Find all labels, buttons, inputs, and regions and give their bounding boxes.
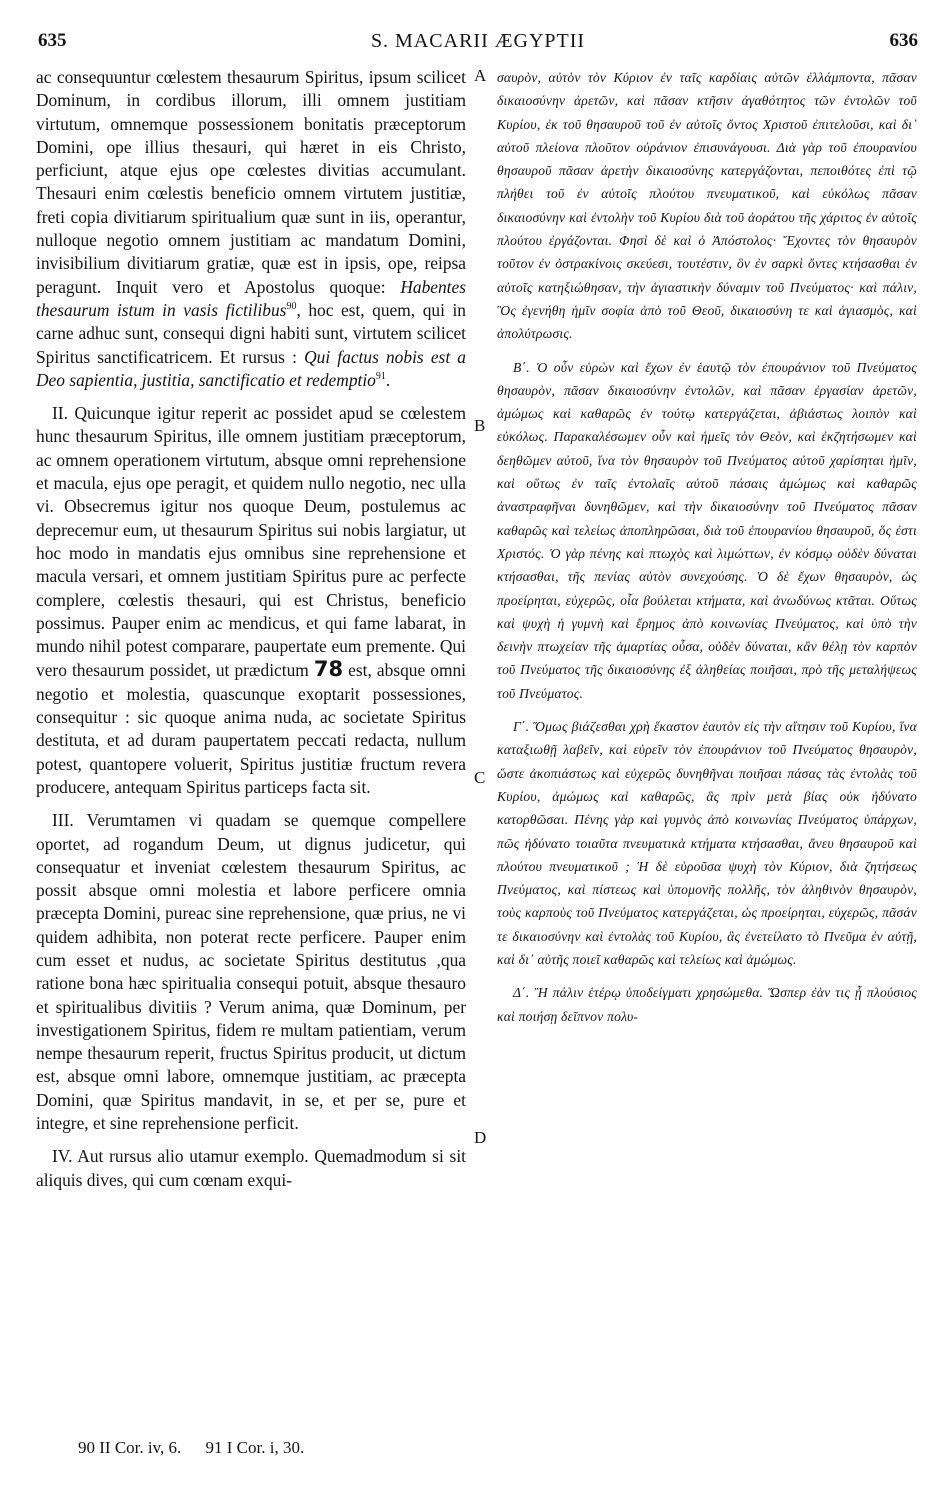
greek-paragraph-4: Δ΄. Ἢ πάλιν ἑτέρῳ ὑποδείγματι χρησώμεθα. Ὥσπερ ἐὰν τις ᾖ πλούσιος καὶ ποιήσῃ δεῖπνον πολυ- xyxy=(497,985,917,1024)
latin-paragraph-1 xyxy=(36,66,466,392)
greek-paragraph-3: Γ΄. Ὅμως βιάζεσθαι χρὴ ἕκαστον ἑαυτὸν εἰς τὴν αἴτησιν τοῦ Κυρίου, ἵνα καταξιωθῇ λαβεῖν, καὶ εὑρεῖν τὸν ἐπουράνιον τοῦ Πνεύματος θησαυρὸν, ὥστε ἀκοπιάστως καὶ εὐχερῶς δυνηθῆναι ποιῆσαι πάσας τὰς ἐντολὰς τοῦ Κυρίου, ἀμώμως καὶ καθαρῶς, ἃς πρὶν μετὰ βίας οὐκ ἠδύνατο κατορθῶσαι. Πένης γὰρ καὶ γυμνὸς ἀπὸ κοινωνίας Πνεύματος ὑπάρχων, πῶς ἠδύνατο τοιαῦτα πνευματικὰ κτήματα κτήσασθαι, ἄνευ θησαυροῦ καὶ πλούτου πνευματικοῦ ; Ἡ δὲ εὑροῦσα ψυχὴ τὸν Κύριον, διὰ ζητήσεως Πνεύματος, καὶ πίστεως καὶ ὑπομονῆς πολλῆς, τὸν ἀληθινὸν θησαυρὸν, τοὺς καρποὺς τοῦ Πνεύματος κατεργάζεται, ὡς προείρηται, εὐχερῶς, πᾶσάν τε δικαιοσύνην καὶ ἐντολὰς τοῦ Κυρίου, ἃς ἐνετείλατο τὸ Πνεῦμα ἐν αὐτῇ, καὶ δι᾽ αὐτῆς ποιεῖ καθαρῶς καὶ τελείως καὶ ἀμώμως. xyxy=(497,719,917,967)
scripture-quote: Habentes thesaurum istum in vasis fictilibus xyxy=(36,276,466,320)
footnote-ref-90: 90 xyxy=(286,301,297,313)
greek-column xyxy=(497,66,917,1028)
section-marker-a: A xyxy=(474,66,487,85)
greek-paragraph-2: Β΄. Ὁ οὖν εὑρὼν καὶ ἔχων ἐν ἑαυτῷ τὸν ἐπουράνιον τοῦ Πνεύματος θησαυρὸν, πᾶσαν δικαιοσύνην ἐντολῶν, καὶ πᾶσαν ἐργασίαν ἀρετῶν, ἀμώμως καὶ καθαρῶς ἐν τούτῳ κατεργάζεται, ἀβιάστως λοιπὸν καὶ εὐκόλως. Παρακαλέσωμεν οὖν καὶ ἡμεῖς τὸν Θεὸν, καὶ ἐκζητήσωμεν καὶ δεηθῶμεν αὐτοῦ, ἵνα τὸν θησαυρὸν τοῦ Πνεύματος αὐτοῦ χαρίσηται ἡμῖν, καὶ οὕτως ἐν ταῖς ἐντολαῖς αὐτοῦ πάσαις ἀμώμως καὶ καθαρῶς ἀναστραφῆναι δυνηθῶμεν, καὶ τὴν δικαιοσύνην τοῦ Πνεύματος πᾶσαν καθαρῶς καὶ τελείως ἀποπληρῶσαι, διὰ τοῦ ἐπουρανίου θησαυροῦ, ὅς ἐστι Χριστός. Ὁ γὰρ πένης καὶ πτωχὸς καὶ λιμώττων, ἐν κόσμῳ οὐδὲν δύναται κτήσασθαι, τῆς πενίας αὐτὸν συνεχούσης. Ὁ δὲ ἔχων θησαυρὸν, ὡς προείρηται, εὐχερῶς, οἷα βούλεται κτήματα, καὶ ἀνωδύνως κτᾶται. Οὕτως καὶ ψυχὴ ἡ γυμνὴ καὶ ἔρημος ἀπὸ κοινωνίας Πνεύματος, καὶ ὑπὸ τὴν δεινὴν πτωχείαν τῆς ἁμαρτίας οὖσα, οὐδὲν δύναται, κἂν θέλῃ τὸν καρπὸν τοῦ Πνεύματος τῆς δικαιοσύνης ἐξ ἀληθείας ποιῆσαι, πρὸ τῆς μεταλήψεως τοῦ Πνεύματος. xyxy=(497,359,917,701)
column-number-78: 78 xyxy=(313,657,344,682)
latin-text: II. Quicunque igitur reperit ac possidet apud se cœlestem hunc thesaurum Spiritus, ille omnem justitiam præceptorum, ac omnem operationem virtutum, absque omni reprehensione et macula, ejus ope peragit, et quidem nullo negotio, nec ulla vi. Obsecremus igitur nos quoque Deum, postulemus ac deprecemur eum, ut thesaurum Spiritus sui nobis largiatur, ut hoc modo in mandatis ejus omnibus sine reprehensione et macula versari, et omnem justitiam Spiritus pure ac perfecte complere, cœlestis thesauri, qui est Christus, beneficio possimus. Pauper enim ac mendicus, et qui fame labarat, in mundo nihil potest comparare, paupertate eum premente. Qui vero thesaurum possidet, ut prædictum xyxy=(36,403,466,681)
latin-text: , hoc est, quem, qui in carne adhuc sunt, consequi digni habiti sunt, virtutem scilicet Spiritus sanctificatricem. Et rursus : xyxy=(36,299,466,367)
section-marker-b: B xyxy=(474,416,486,435)
footnotes xyxy=(78,1438,304,1458)
running-title: S. MACARII ÆGYPTII xyxy=(370,30,586,52)
footnote-ref-91: 91 xyxy=(375,371,386,383)
latin-column xyxy=(36,66,466,1192)
latin-text: . xyxy=(385,369,391,390)
latin-text: est, absque omni negotio et molestia, quascunque exoptarit possessiones, consequitur : sic quoque anima nuda, ac societate Spiritus destituta, et ad duram paupertatem peccati redacta, nullum potest, quantopere voluerit, Spiritus justitiæ fructum revera producere, antequam Spiritus particeps facta sit. xyxy=(36,660,466,797)
footnote-90: 90 II Cor. iv, 6. xyxy=(78,1438,182,1457)
right-page-number: 636 xyxy=(889,30,918,51)
section-marker-d: D xyxy=(474,1128,487,1147)
latin-paragraph-2 xyxy=(36,402,466,799)
latin-paragraph-3: III. Verumtamen vi quadam se quemque compellere oportet, ad rogandum Deum, ut dignus judicetur, qui consequatur et inveniat cœlestem thesaurum Spiritus, ac possit absque omni molestia et labore perficere omnia præcepta Domini, pureac sine reprehensione, quæ prius, ne vi quidem adhibita, non poterat recte perficere. Pauper enim cum esset et nudus, ac societate Spiritus destitutus ,qua ratione bona hæc spiritualia consequi potuit, absque thesauro et spiritualibus divitiis ? Verum anima, quæ Dominum, per investigationem Spiritus, fidem re multam patientiam, verum nempe thesaurum reperit, fructus Spiritus producit, ut dictum est, absque omni labore, omnemque justitiam, ac præcepta Domini, quæ Spiritus mandavit, in se, et per se, pure et integre, et sine reprehensione perficit. xyxy=(36,810,466,1134)
latin-paragraph-4: IV. Aut rursus alio utamur exemplo. Quemadmodum si sit aliquis dives, qui cum cœnam exqui- xyxy=(36,1146,466,1190)
footnote-91: 91 I Cor. i, 30. xyxy=(205,1438,305,1457)
left-page-number: 635 xyxy=(38,30,67,51)
greek-paragraph-1: σαυρὸν, αὐτὸν τὸν Κύριον ἐν ταῖς καρδίαις αὐτῶν ἐλλάμποντα, πᾶσαν δικαιοσύνην ἀρετῶν, καὶ πᾶσαν κτῆσιν ἀγαθότητος τῶν ἐντολῶν τοῦ Κυρίου, ἐκ τοῦ θησαυροῦ τοῦ ἐν αὐτοῖς ὄντος Χριστοῦ ἐπιτελοῦσι, καὶ δι᾽ αὐτοῦ πλείονα πλοῦτον οὐράνιον ἐπισυνάγουσι. Διὰ γὰρ τοῦ ἐπουρανίου θησαυροῦ πᾶσαν ἀρετὴν δικαιοσύνης κατεργάζονται, πεποιθότες ἐπὶ τῷ πλήθει τοῦ ἐν αὐτοῖς πλούτου πνευματικοῦ, καὶ εὐκόλως πᾶσαν δικαιοσύνην καὶ ἐντολὴν τοῦ Κυρίου διὰ τοῦ ἀοράτου τῆς χάριτος ἐν αὐτοῖς πλούτου ἐργάζονται. Φησὶ δὲ καὶ ὁ Ἀπόστολος· Ἔχοντες τὸν θησαυρὸν τοῦτον ἐν ὀστρακίνοις σκεύεσι, τουτέστιν, ὃν ἐν σαρκὶ ὄντες κτήσασθαι ἐν αὐτοῖς κατηξιώθησαν, τὴν ἁγιαστικὴν δύναμιν τοῦ Πνεύματος· καὶ πάλιν, Ὃς ἐγενήθη ἡμῖν σοφία ἀπὸ τοῦ Θεοῦ, δικαιοσύνη τε καὶ ἁγιασμὸς, καὶ ἀπολύτρωσις. xyxy=(497,70,917,342)
scripture-quote: Qui factus nobis est a Deo sapientia, justitia, sanctificatio et redemptio xyxy=(36,346,466,390)
latin-text: ac consequuntur cœlestem thesaurum Spiritus, ipsum scilicet Dominum, in cordibus illorum, illi omnem justitiam virtutum, omnemque possessionem bonitatis præceptorum Domini, ope illius thesauri, qui hæret in eis Christo, perficiunt, atque ejus ope cœlestes divitias accumulant. Thesauri enim cœlestis beneficio omnem virtutem justitiæ, freti copia divitiarum spiritualium quæ sunt in iis, operantur, nulloque negotio omnem justitiam ac mandatum Domini, invisibilium divitiarum gratiæ, quæ est in ipsis, ope, reipsa peragunt. Inquit vero et Apostolus quoque: xyxy=(36,67,466,297)
page-header xyxy=(38,30,918,56)
section-marker-c: C xyxy=(474,768,486,787)
